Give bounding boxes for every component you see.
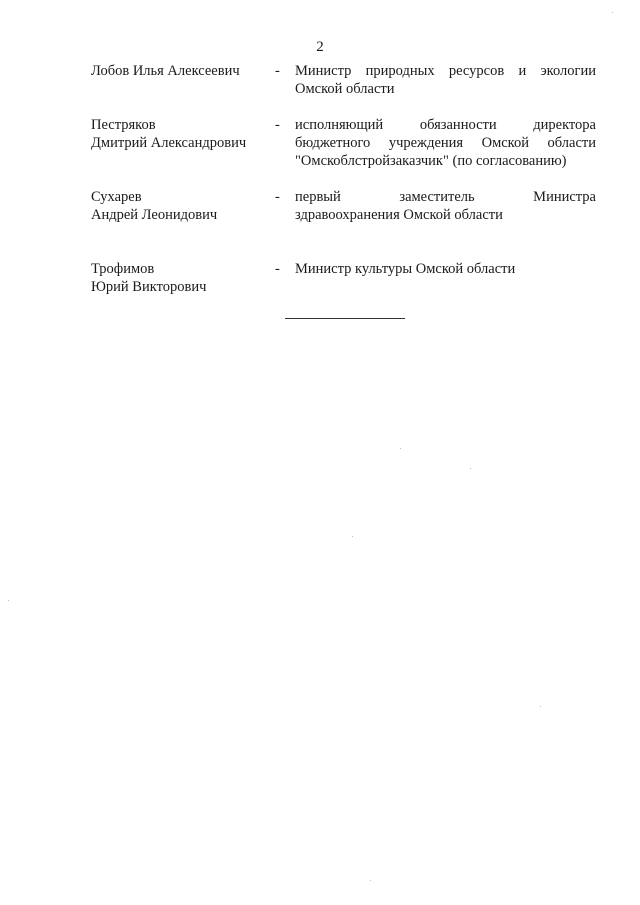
member-name-line: Лобов Илья Алексеевич [91,63,240,79]
member-name-line: Пестряков [91,117,156,133]
member-role-line: Омской области [295,81,395,97]
member-entry [91,116,596,170]
member-name [91,188,275,224]
member-role-line: исполняющий обязанности директора [295,117,596,133]
scan-speck [540,706,541,707]
member-name-line: Юрий Викторович [91,279,207,295]
member-role [295,116,596,170]
dash-separator: - [275,189,280,205]
dash-separator: - [275,261,280,277]
member-entry [91,62,596,98]
member-role [295,62,596,98]
member-role-line: Министр культуры Омской области [295,261,516,277]
member-name [91,116,275,152]
scan-speck [400,448,401,449]
member-entry [91,260,596,296]
dash-separator: - [275,117,280,133]
member-list [91,62,596,296]
member-name-line: Трофимов [91,261,155,277]
member-name [91,62,275,80]
member-role-line: первый заместитель Министра [295,189,596,205]
scan-speck [612,12,613,13]
member-entry [91,188,596,224]
member-name-line: Дмитрий Александрович [91,135,247,151]
page-number: 2 [316,39,324,55]
member-role-line: здравоохранения Омской области [295,207,503,223]
member-name-line: Сухарев [91,189,142,205]
member-role [295,260,596,278]
member-role-line: Министр природных ресурсов и экологии [295,63,596,79]
scan-speck [470,468,471,469]
member-name-line: Андрей Леонидович [91,207,218,223]
scan-speck [370,880,371,881]
member-name [91,260,275,296]
member-role [295,188,596,224]
scan-speck [352,536,353,537]
dash-separator: - [275,63,280,79]
member-role-line: бюджетного учреждения Омской области [295,135,596,151]
member-role-line: "Омскоблстройзаказчик" (по согласованию) [295,153,567,169]
scan-speck [8,600,9,601]
closing-rule [285,318,405,319]
